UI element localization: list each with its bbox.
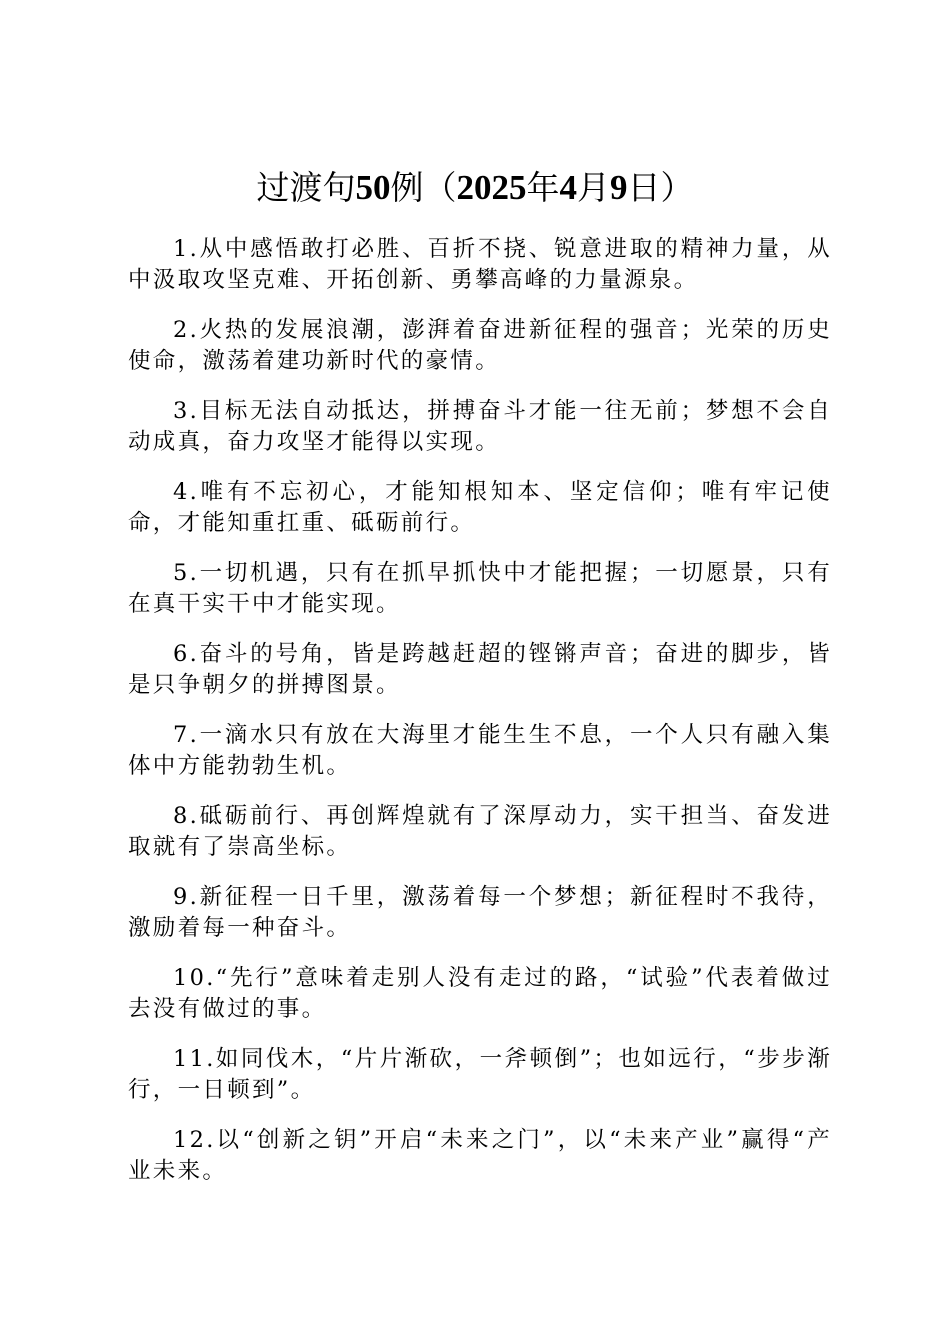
sentence-item-3: 3.目标无法自动抵达，拼搏奋斗才能一往无前；梦想不会自动成真，奋力攻坚才能得以实现。 <box>128 398 832 455</box>
title-month: 4 <box>559 168 577 207</box>
title-middle: 例（ <box>390 168 457 207</box>
sentence-item-6: 6.奋斗的号角，皆是跨越赶超的铿锵声音；奋进的脚步，皆是只争朝夕的拼搏图景。 <box>128 641 832 698</box>
sentence-item-5: 5.一切机遇，只有在抓早抓快中才能把握；一切愿景，只有在真干实干中才能实现。 <box>128 560 832 617</box>
sentence-item-1: 1.从中感悟敢打必胜、百折不挠、锐意进取的精神力量，从中汲取攻坚克难、开拓创新、勇攀高峰的力量源泉。 <box>128 236 832 293</box>
title-count: 50 <box>355 168 391 207</box>
title-year-suffix: 年 <box>526 168 560 207</box>
title-prefix: 过渡句 <box>256 168 356 207</box>
sentence-item-10: 10.“先行”意味着走别人没有走过的路，“试验”代表着做过去没有做过的事。 <box>128 965 832 1022</box>
sentence-item-9: 9.新征程一日千里，激荡着每一个梦想；新征程时不我待，激励着每一种奋斗。 <box>128 884 832 941</box>
document-title <box>0 166 950 210</box>
sentence-item-7: 7.一滴水只有放在大海里才能生生不息，一个人只有融入集体中方能勃勃生机。 <box>128 722 832 779</box>
title-month-suffix: 月 <box>577 168 610 207</box>
sentence-item-11: 11.如同伐木，“片片渐砍，一斧顿倒”；也如远行，“步步渐行，一日顿到”。 <box>128 1046 832 1103</box>
sentence-item-8: 8.砥砺前行、再创辉煌就有了深厚动力，实干担当、奋发进取就有了崇高坐标。 <box>128 803 832 860</box>
title-day-suffix: 日） <box>627 168 694 207</box>
sentence-item-2: 2.火热的发展浪潮，澎湃着奋进新征程的强音；光荣的历史使命，激荡着建功新时代的豪情。 <box>128 317 832 374</box>
sentence-item-12: 12.以“创新之钥”开启“未来之门”，以“未来产业”赢得“产业未来。 <box>128 1127 832 1184</box>
sentence-item-4: 4.唯有不忘初心，才能知根知本、坚定信仰；唯有牢记使命，才能知重扛重、砥砺前行。 <box>128 479 832 536</box>
sentence-list <box>128 234 832 1206</box>
title-day: 9 <box>610 168 628 207</box>
title-year: 2025 <box>456 168 527 207</box>
